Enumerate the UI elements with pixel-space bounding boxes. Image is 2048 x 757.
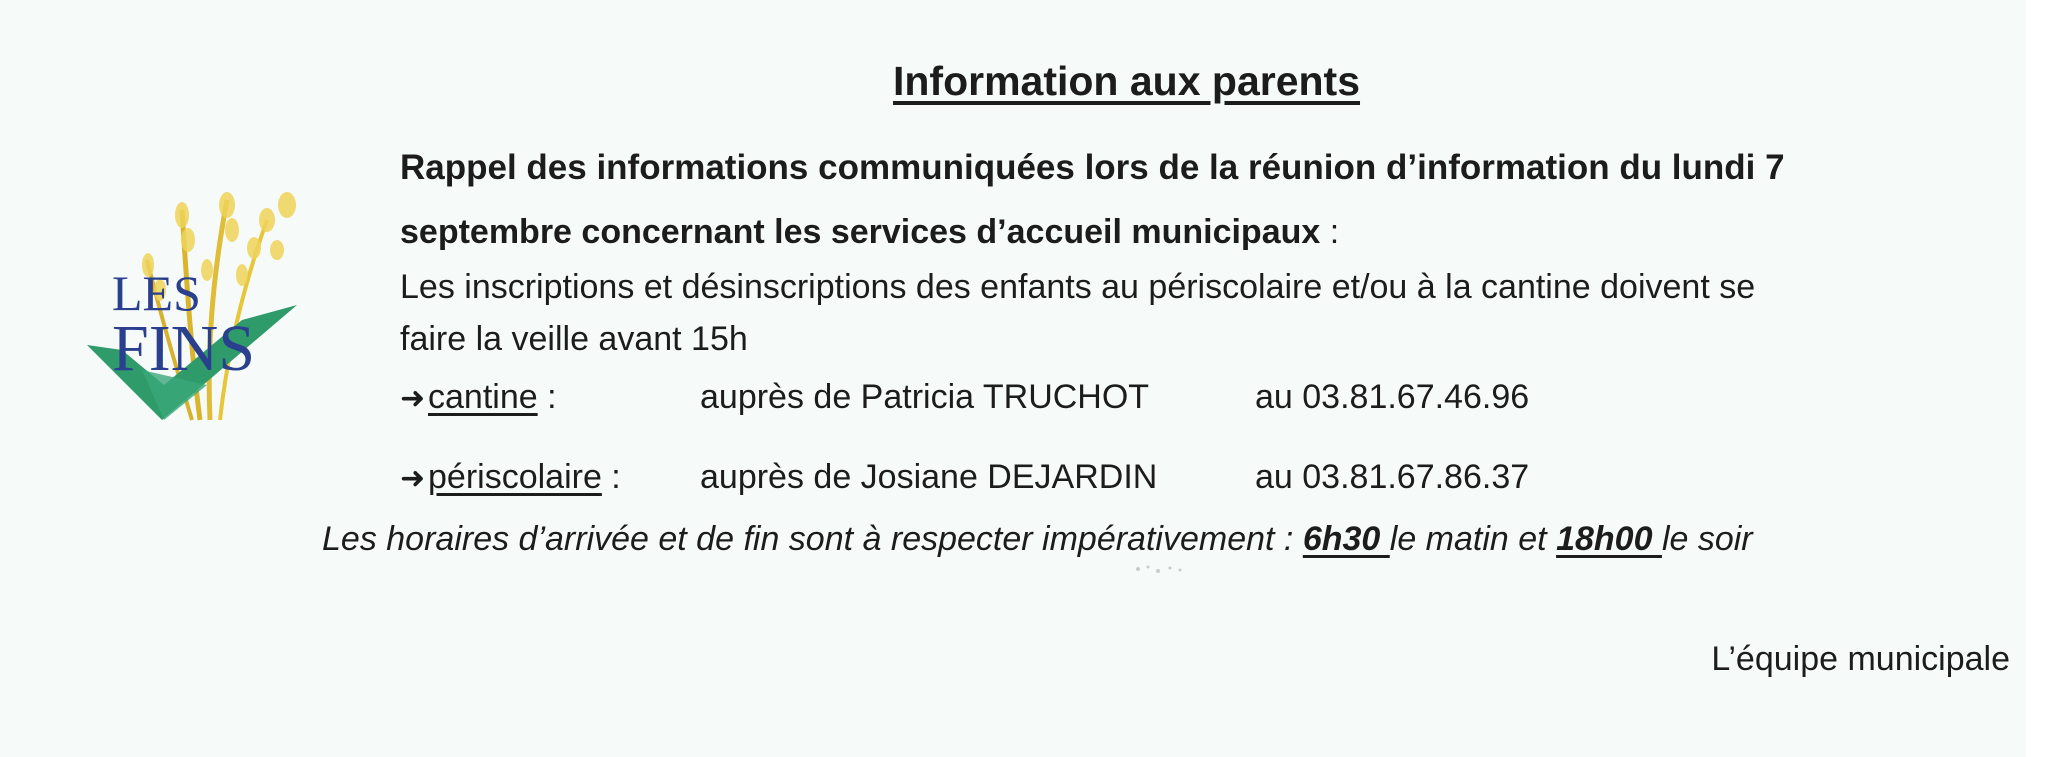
service-row-periscolaire bbox=[400, 458, 1530, 497]
service-name: cantine bbox=[428, 378, 538, 416]
scan-edge bbox=[2026, 0, 2048, 757]
service-name: périscolaire bbox=[428, 458, 602, 496]
schedule-text-2: le matin et bbox=[1389, 520, 1557, 558]
scan-speck bbox=[1130, 562, 1190, 576]
service-phone: au 03.81.67.86.37 bbox=[1255, 458, 1530, 496]
schedule-time-morning: 6h30 bbox=[1302, 520, 1390, 558]
body-line-2: faire la veille avant 15h bbox=[400, 320, 748, 358]
signature: L’équipe municipale bbox=[1711, 640, 2010, 678]
schedule-text-3: le soir bbox=[1661, 520, 1753, 558]
schedule-notice bbox=[322, 520, 1753, 559]
service-contact: auprès de Patricia TRUCHOT bbox=[700, 378, 1150, 416]
service-row-cantine bbox=[400, 378, 1530, 417]
intro-line-2-bold: septembre concernant les services d’accueil municipaux bbox=[400, 213, 1321, 251]
arrow-right-icon: ➜ bbox=[400, 382, 426, 415]
intro-colon: : bbox=[1320, 213, 1340, 251]
intro-line-2 bbox=[400, 213, 1339, 252]
schedule-text-1: Les horaires d’arrivée et de fin sont à respecter impérativement : bbox=[322, 520, 1303, 558]
service-contact: auprès de Josiane DEJARDIN bbox=[700, 458, 1158, 496]
les-fins-logo bbox=[82, 170, 322, 450]
intro-line-1: Rappel des informations communiquées lors de la réunion d’information du lundi 7 bbox=[400, 148, 1785, 187]
service-separator: : bbox=[601, 458, 621, 496]
arrow-right-icon: ➜ bbox=[400, 462, 426, 495]
logo-text-les: LES bbox=[112, 265, 201, 321]
schedule-time-evening: 18h00 bbox=[1556, 520, 1662, 558]
logo-text-fins: FINS bbox=[112, 312, 256, 385]
service-separator: : bbox=[537, 378, 557, 416]
page-title: Information aux parents bbox=[893, 58, 1361, 104]
body-line-1: Les inscriptions et désinscriptions des enfants au périscolaire et/ou à la cantine doivent se bbox=[400, 268, 1756, 306]
service-phone: au 03.81.67.46.96 bbox=[1255, 378, 1530, 416]
